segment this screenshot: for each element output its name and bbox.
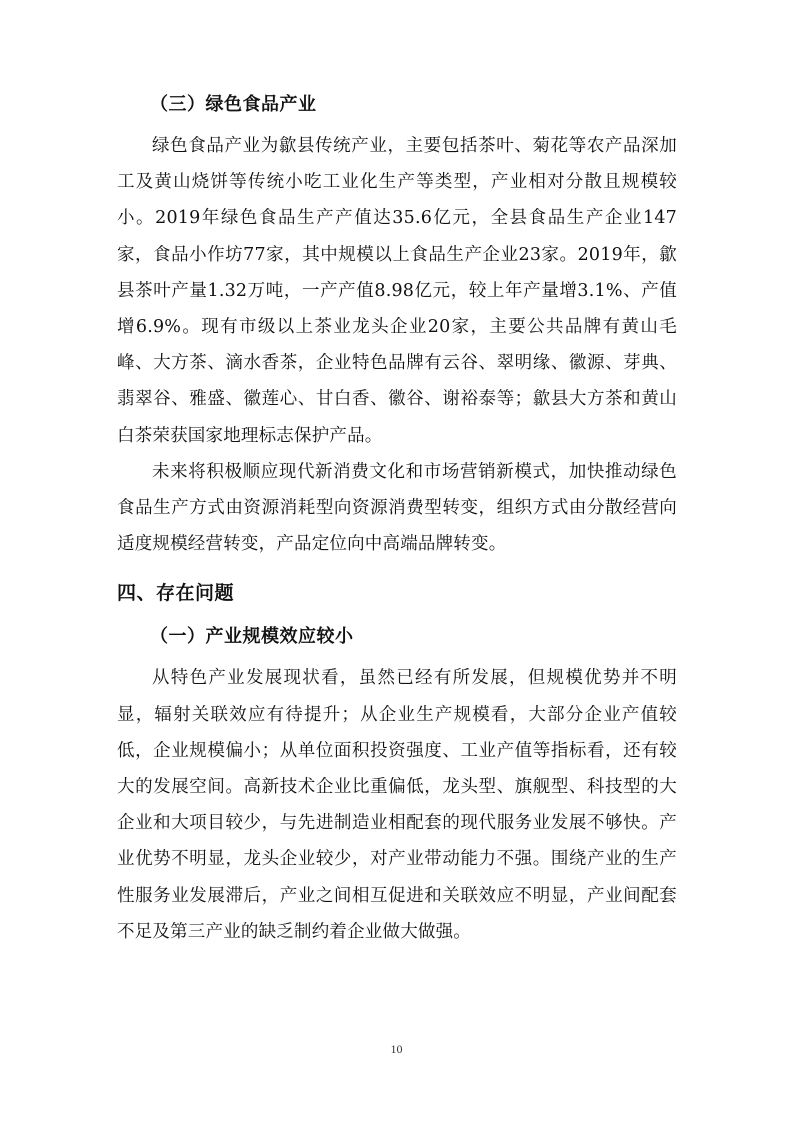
section-heading-green-food: （三）绿色食品产业 <box>150 94 317 115</box>
subsection-heading-scale-effect: （一）产业规模效应较小 <box>150 626 354 648</box>
page-number: 10 <box>390 1042 403 1056</box>
section-heading-problems: 四、存在问题 <box>117 582 235 605</box>
paragraph-green-food-overview: 绿色食品产业为歙县传统产业，主要包括茶叶、菊花等农产品深加工及黄山烧饼等传统小吃工业化生产等类型，产业相对分散且规模较小。2019年绿色食品生产产值达35.6亿元，全县食品生产企业147家，食品小作坊77家，其中规模以上食品生产企业23家。2019年，歙县茶叶产量1.32万吨，一产产值8.98亿元，较上年产量增3.1%、产值增6.9%。现有市级以上茶业龙头企业20家，主要公共品牌有黄山毛峰、大方茶、滴水香茶，企业特色品牌有云谷、翠明缘、徽源、芽典、翡翠谷、雅盛、徽莲心、甘白香、徽谷、谢裕泰等；歙县大方茶和黄山白茶荣获国家地理标志保护产品。 <box>117 136 677 446</box>
paragraph-green-food-future: 未来将积极顺应现代新消费文化和市场营销新模式，加快推动绿色食品生产方式由资源消耗型向资源消费型转变，组织方式由分散经营向适度规模经营转变，产品定位向中高端品牌转变。 <box>117 461 677 555</box>
paragraph-scale-effect: 从特色产业发展现状看，虽然已经有所发展，但规模优势并不明显，辐射关联效应有待提升；从企业生产规模看，大部分企业产值较低，企业规模偏小；从单位面积投资强度、工业产值等指标看，还有较大的发展空间。高新技术企业比重偏低，龙头型、旗舰型、科技型的大企业和大项目较少，与先进制造业相配套的现代服务业发展不够快。产业优势不明显，龙头企业较少，对产业带动能力不强。围绕产业的生产性服务业发展滞后，产业之间相互促进和关联效应不明显，产业间配套不足及第三产业的缺乏制约着企业做大做强。 <box>117 668 677 942</box>
page-content <box>117 88 677 950</box>
